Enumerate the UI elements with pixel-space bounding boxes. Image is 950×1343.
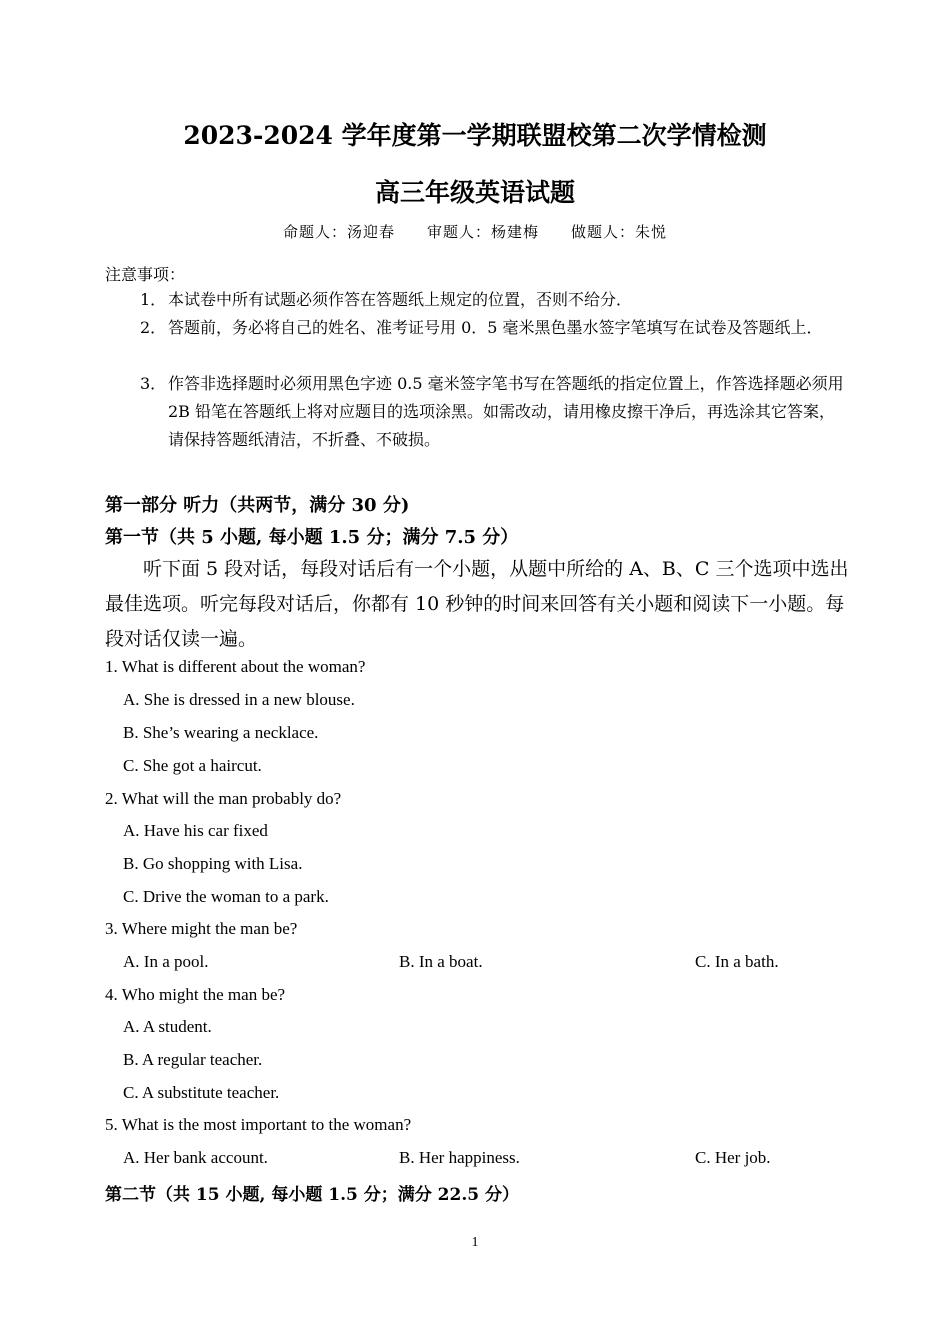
note-item bbox=[140, 314, 850, 342]
section1-heading: 第一节（共 5 小题, 每小题 1.5 分；满分 7.5 分） bbox=[105, 527, 519, 548]
q3-option-c: C. In a bath. bbox=[695, 952, 779, 971]
q1-option-c: C. She got a haircut. bbox=[123, 756, 262, 775]
note-text: 本试卷中所有试题必须作答在答题纸上规定的位置，否则不给分． bbox=[168, 290, 633, 309]
page-subtitle: 高三年级英语试题 bbox=[374, 178, 575, 207]
q5-option-c: C. Her job. bbox=[695, 1148, 771, 1167]
part1-heading: 第一部分 听力（共两节，满分 30 分) bbox=[105, 495, 410, 516]
q1-option-a: A. She is dressed in a new blouse. bbox=[123, 690, 355, 709]
q2-option-c: C. Drive the woman to a park. bbox=[123, 887, 329, 906]
q1-option-b: B. She’s wearing a necklace. bbox=[123, 723, 319, 742]
section2-heading: 第二节（共 15 小题, 每小题 1.5 分；满分 22.5 分） bbox=[105, 1185, 519, 1205]
q2-option-a: A. Have his car fixed bbox=[123, 821, 268, 840]
authors-line: 命题人：汤迎春 审题人：杨建梅 做题人：朱悦 bbox=[282, 223, 667, 241]
note-number: 1． bbox=[140, 290, 167, 309]
q3-option-a: A. In a pool. bbox=[123, 952, 209, 971]
page-title: 2023-2024 学年度第一学期联盟校第二次学情检测 bbox=[183, 121, 767, 150]
q3-option-b: B. In a boat. bbox=[399, 952, 483, 971]
note-item bbox=[140, 370, 850, 454]
note-item bbox=[140, 286, 850, 314]
note-text: 作答非选择题时必须用黑色字迹 0.5 毫米签字笔书写在答题纸的指定位置上，作答选择题必须用 2B 铅笔在答题纸上将对应题目的选项涂黑。如需改动，请用橡皮擦干净后，再选涂其它答案，请保持答题纸清洁，不折叠、不破损。 bbox=[168, 374, 844, 449]
note-number: 2． bbox=[140, 318, 167, 337]
q2-option-b: B. Go shopping with Lisa. bbox=[123, 854, 303, 873]
note-number: 3． bbox=[140, 374, 167, 393]
q4-option-b: B. A regular teacher. bbox=[123, 1050, 263, 1069]
q5-option-b: B. Her happiness. bbox=[399, 1148, 520, 1167]
notes-heading: 注意事项： bbox=[105, 265, 186, 284]
q4-option-c: C. A substitute teacher. bbox=[123, 1083, 280, 1102]
question-5: 5. What is the most important to the woman? bbox=[105, 1115, 412, 1134]
question-3: 3. Where might the man be? bbox=[105, 919, 298, 938]
q5-option-a: A. Her bank account. bbox=[123, 1148, 268, 1167]
question-4: 4. Who might the man be? bbox=[105, 985, 286, 1004]
note-text: 答题前，务必将自己的姓名、准考证号用 0．5 毫米黑色墨水签字笔填写在试卷及答题纸上． bbox=[168, 318, 823, 337]
question-1: 1. What is different about the woman? bbox=[105, 657, 366, 676]
question-2: 2. What will the man probably do? bbox=[105, 789, 342, 808]
page-number: 1 bbox=[471, 1235, 479, 1250]
listening-instructions: 听下面 5 段对话，每段对话后有一个小题，从题中所给的 A、B、C 三个选项中选出最佳选项。听完每段对话后，你都有 10 秒钟的时间来回答有关小题和阅读下一小题。每段对话仅读一遍。 bbox=[105, 558, 849, 650]
q4-option-a: A. A student. bbox=[123, 1017, 212, 1036]
